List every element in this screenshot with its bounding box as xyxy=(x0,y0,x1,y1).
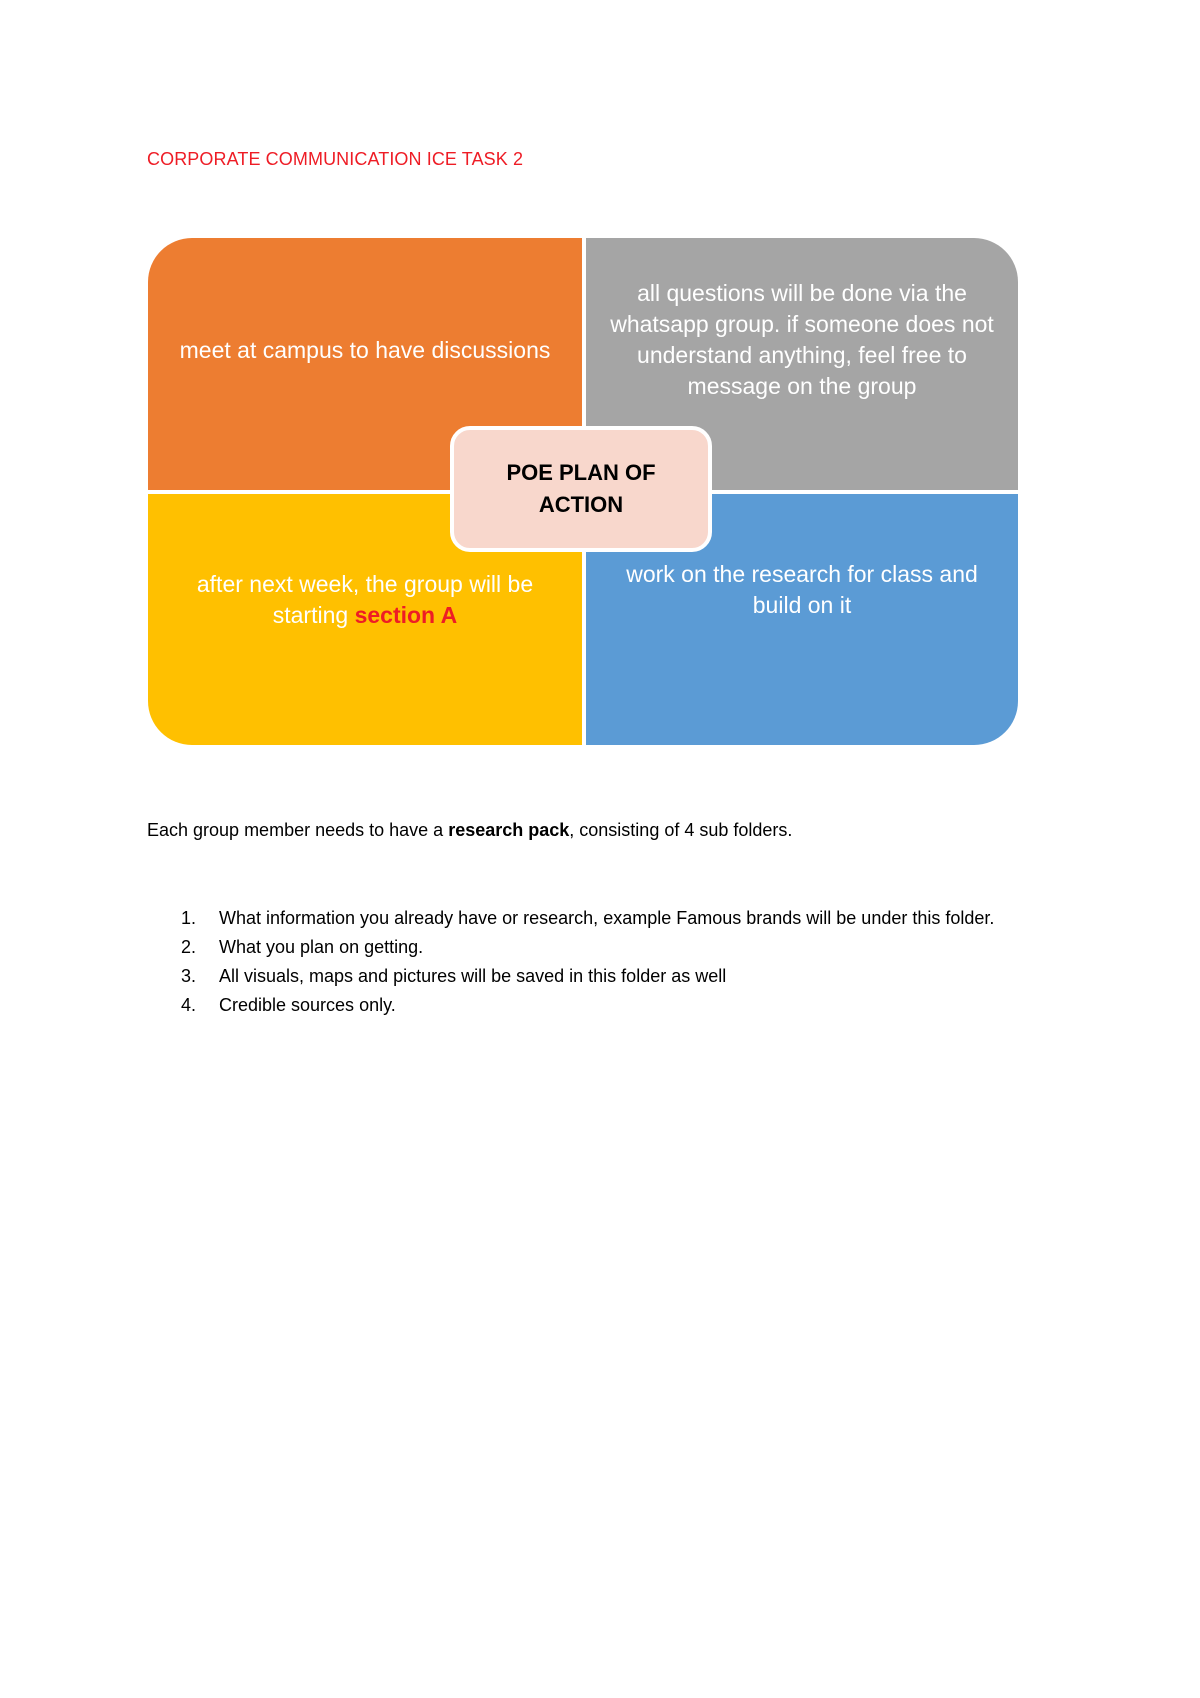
quadrant-top-right-text: all questions will be done via the whatsapp group. if someone does not understand anything, feel free to message on the group xyxy=(610,280,994,399)
page-title: CORPORATE COMMUNICATION ICE TASK 2 xyxy=(147,149,524,169)
list-item xyxy=(147,933,1047,962)
intro-prefix: Each group member needs to have a xyxy=(147,820,449,840)
plan-of-action-diagram xyxy=(148,238,1018,745)
quadrant-bottom-right-text: work on the research for class and build on it xyxy=(626,560,978,618)
center-label: POE PLAN OF ACTION xyxy=(506,460,656,517)
list-item xyxy=(147,904,1047,933)
list-number: 1. xyxy=(181,908,197,928)
list-item xyxy=(147,991,1047,1020)
quadrant-bottom-left-prefix: after next week, the group will be starting xyxy=(196,570,534,628)
list-number: 4. xyxy=(181,995,197,1015)
quadrant-top-left-text: meet at campus to have discussions xyxy=(179,336,551,363)
list-item xyxy=(147,962,1047,991)
list-text: What you plan on getting. xyxy=(219,937,424,957)
intro-paragraph xyxy=(147,816,792,844)
intro-bold: research pack xyxy=(448,820,570,840)
list-text: What information you already have or research, example Famous brands will be under this folder. xyxy=(219,908,995,928)
list-number: 2. xyxy=(181,937,197,957)
quadrant-bottom-left-text xyxy=(170,569,560,631)
folder-list xyxy=(147,904,1047,1020)
list-text: All visuals, maps and pictures will be saved in this folder as well xyxy=(219,966,727,986)
list-number: 3. xyxy=(181,966,197,986)
list-text: Credible sources only. xyxy=(219,995,396,1015)
intro-suffix: , consisting of 4 sub folders. xyxy=(569,820,793,840)
section-a-highlight: section A xyxy=(354,601,458,628)
center-label-box xyxy=(450,426,712,552)
